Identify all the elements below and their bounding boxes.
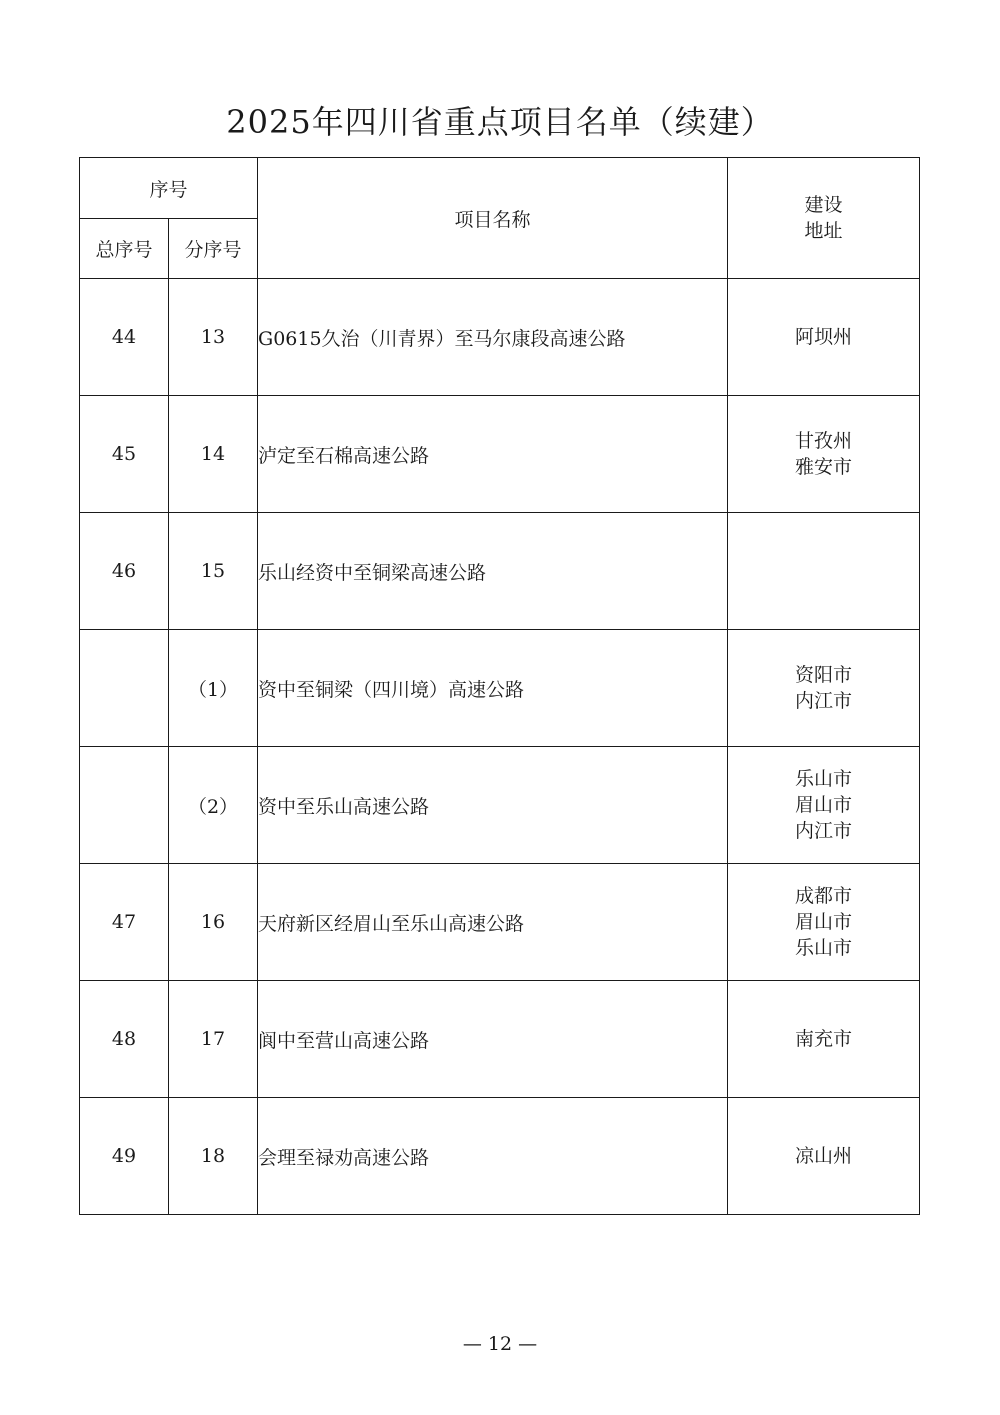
header-location-line: 建设: [804, 194, 843, 216]
sub-serial-cell: （1）: [169, 630, 258, 747]
header-serial-group: 序号: [80, 158, 258, 219]
header-sub-serial: 分序号: [169, 219, 258, 279]
project-name-cell: 阆中至营山高速公路: [258, 981, 728, 1098]
sub-serial-cell: 14: [169, 396, 258, 513]
location-line: 眉山市: [795, 794, 853, 816]
project-name-cell: 泸定至石棉高速公路: [258, 396, 728, 513]
location-line: 甘孜州: [795, 430, 853, 452]
location-line: 眉山市: [795, 911, 853, 933]
sub-serial-cell: 13: [169, 279, 258, 396]
location-cell: [728, 864, 920, 981]
header-row: [80, 158, 920, 219]
project-name-cell: 资中至铜梁（四川境）高速公路: [258, 630, 728, 747]
page-number: — 12 —: [462, 1333, 538, 1355]
location-line: 成都市: [795, 885, 853, 907]
location-line: 内江市: [795, 690, 853, 712]
location-line: 南充市: [795, 1028, 853, 1050]
table-row: [80, 981, 920, 1098]
location-line: 凉山州: [795, 1145, 853, 1167]
header-project-name: 项目名称: [258, 158, 728, 279]
location-line: 乐山市: [795, 768, 853, 790]
total-serial-cell: 49: [80, 1098, 169, 1215]
location-cell: [728, 981, 920, 1098]
table-row: [80, 279, 920, 396]
table-row: [80, 630, 920, 747]
location-line: 资阳市: [795, 664, 853, 686]
header-total-serial: 总序号: [80, 219, 169, 279]
table-row: [80, 513, 920, 630]
table-row: [80, 396, 920, 513]
total-serial-cell: 47: [80, 864, 169, 981]
total-serial-cell: 46: [80, 513, 169, 630]
total-serial-cell: [80, 747, 169, 864]
table-row: [80, 747, 920, 864]
sub-serial-cell: 17: [169, 981, 258, 1098]
total-serial-cell: 48: [80, 981, 169, 1098]
location-cell: [728, 279, 920, 396]
location-line: 雅安市: [795, 456, 853, 478]
location-cell: [728, 630, 920, 747]
location-cell: [728, 396, 920, 513]
project-name-cell: 乐山经资中至铜梁高速公路: [258, 513, 728, 630]
header-location-line: 地址: [804, 220, 843, 242]
sub-serial-cell: 18: [169, 1098, 258, 1215]
header-location: [728, 158, 920, 279]
table-row: [80, 1098, 920, 1215]
project-name-cell: 天府新区经眉山至乐山高速公路: [258, 864, 728, 981]
sub-serial-cell: 16: [169, 864, 258, 981]
location-cell: [728, 1098, 920, 1215]
project-table: [79, 157, 920, 1215]
location-cell: [728, 747, 920, 864]
total-serial-cell: 44: [80, 279, 169, 396]
project-name-cell: G0615久治（川青界）至马尔康段高速公路: [258, 279, 728, 396]
table-row: [80, 864, 920, 981]
page-title: 2025年四川省重点项目名单（续建）: [226, 103, 774, 141]
total-serial-cell: 45: [80, 396, 169, 513]
location-line: 内江市: [795, 820, 853, 842]
project-name-cell: 资中至乐山高速公路: [258, 747, 728, 864]
project-name-cell: 会理至禄劝高速公路: [258, 1098, 728, 1215]
location-cell: [728, 513, 920, 630]
location-line: 阿坝州: [795, 326, 853, 348]
sub-serial-cell: 15: [169, 513, 258, 630]
total-serial-cell: [80, 630, 169, 747]
sub-serial-cell: （2）: [169, 747, 258, 864]
location-line: 乐山市: [795, 937, 853, 959]
